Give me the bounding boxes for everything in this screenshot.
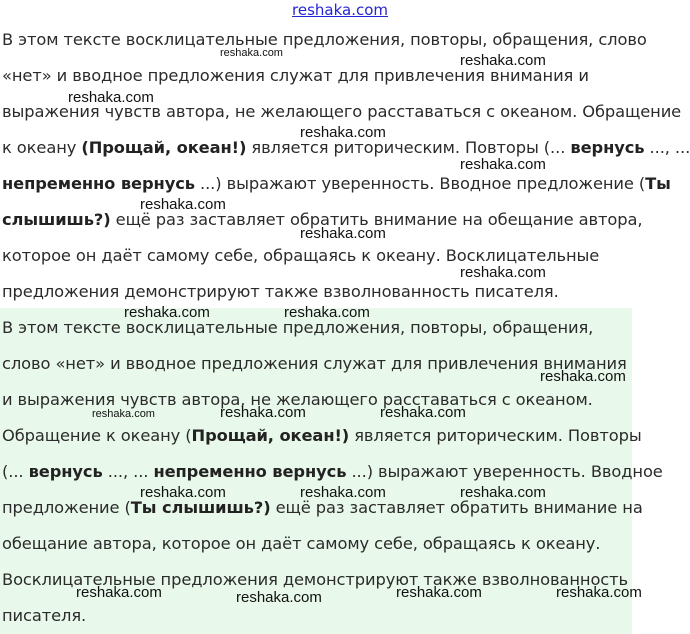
text-run: является риторическим. Повторы (... <box>246 138 571 157</box>
watermark: reshaka.com <box>140 484 226 501</box>
bold-quote: Ты <box>645 174 671 193</box>
text-run: В этом тексте восклицательные предложения, повторы, обращения, слово <box>2 30 647 49</box>
watermark: reshaka.com <box>284 304 370 321</box>
watermark: reshaka.com <box>460 156 546 173</box>
watermark: reshaka.com <box>460 264 546 281</box>
text-run: которое он даёт самому себе, обращаясь к океану. Восклицательные <box>2 246 600 265</box>
text-run: обещание автора, которое он даёт самому себе, обращаясь к океану. <box>2 534 601 553</box>
watermark: reshaka.com <box>300 124 386 141</box>
watermark: reshaka.com <box>236 589 322 606</box>
text-run: предложение ( <box>2 498 131 517</box>
text-line <box>2 66 589 86</box>
text-run: писателя. <box>2 606 87 625</box>
text-run: ещё раз заставляет обратить внимание на <box>270 498 643 517</box>
watermark: reshaka.com <box>380 404 466 421</box>
bold-quote: вернусь <box>570 138 645 157</box>
watermark: reshaka.com <box>220 47 283 59</box>
text-line <box>2 318 593 338</box>
text-line <box>2 246 599 266</box>
text-run: предложения демонстрируют также взволнованность писателя. <box>2 282 559 301</box>
text-run: выражения чувств автора, не желающего расставаться с океаном. Обращение <box>2 102 682 121</box>
text-run: ..., ... <box>644 138 690 157</box>
text-line <box>2 30 647 50</box>
text-line <box>2 426 642 446</box>
bold-quote: непременно вернусь <box>2 174 195 193</box>
watermark: reshaka.com <box>556 584 642 601</box>
text-run: (... <box>2 462 29 481</box>
watermark: reshaka.com <box>124 304 210 321</box>
watermark: reshaka.com <box>460 484 546 501</box>
watermark: reshaka.com <box>300 225 386 242</box>
text-line <box>2 138 690 158</box>
bold-quote: непременно вернусь <box>153 462 347 481</box>
text-run: «нет» и вводное предложения служат для привлечения внимания и <box>2 66 589 85</box>
watermark: reshaka.com <box>140 196 226 213</box>
bold-quote: слышишь?) <box>2 210 111 229</box>
text-line <box>2 354 627 374</box>
text-run: ...) выражают уверенность. Вводное <box>346 462 663 481</box>
text-line <box>2 174 671 194</box>
site-link[interactable]: reshaka.com <box>292 1 388 19</box>
text-line <box>2 282 559 302</box>
text-run: к океану <box>2 138 82 157</box>
text-run: ..., ... <box>102 462 154 481</box>
bold-quote: (Прощай, океан!) <box>81 138 247 157</box>
text-run: слово «нет» и вводное предложения служат для привлечения внимания <box>2 354 627 373</box>
text-run: ...) выражают уверенность. Вводное предложение ( <box>194 174 646 193</box>
text-line <box>2 462 663 482</box>
text-run: Обращение к океану ( <box>2 426 192 445</box>
text-line <box>2 534 600 554</box>
bold-quote: Ты слышишь?) <box>130 498 271 517</box>
watermark: reshaka.com <box>220 404 306 421</box>
watermark: reshaka.com <box>92 408 155 420</box>
watermark: reshaka.com <box>68 89 154 106</box>
watermark: reshaka.com <box>76 584 162 601</box>
text-run: Восклицательные предложения демонстрируют также взволнованность <box>2 570 629 589</box>
text-line <box>2 498 643 518</box>
text-line <box>2 606 86 626</box>
bold-quote: вернусь <box>28 462 103 481</box>
watermark: reshaka.com <box>396 584 482 601</box>
text-run: и выражения чувств автора, не желающего расставаться с океаном. <box>2 390 593 409</box>
text-run: является риторическим. Повторы <box>349 426 642 445</box>
watermark: reshaka.com <box>540 368 626 385</box>
answer-paragraph-1 <box>0 28 690 308</box>
watermark: reshaka.com <box>460 52 546 69</box>
text-run: В этом тексте восклицательные предложения, повторы, обращения, <box>2 318 594 337</box>
text-run: ещё раз заставляет обратить внимание на обещание автора, <box>110 210 643 229</box>
watermark: reshaka.com <box>300 484 386 501</box>
bold-quote: Прощай, океан!) <box>191 426 350 445</box>
